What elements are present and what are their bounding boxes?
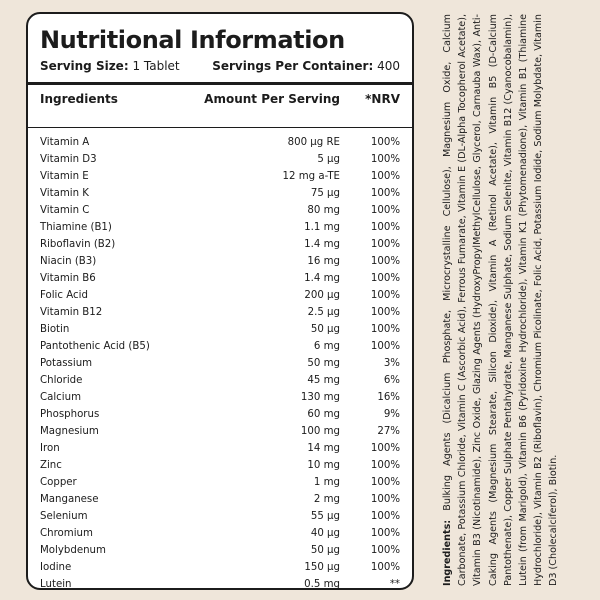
table-row	[28, 389, 412, 406]
table-row	[28, 185, 412, 202]
nutrient-name: Vitamin K	[40, 188, 89, 199]
nutrient-name: Thiamine (B1)	[40, 222, 112, 233]
nutrient-name: Vitamin A	[40, 137, 90, 148]
nutrient-nrv: 100%	[370, 239, 400, 250]
nutrient-amount: 1 mg	[313, 477, 340, 488]
serving-info	[40, 59, 400, 73]
nutrient-name: Vitamin B6	[40, 273, 96, 284]
nutrient-amount: 50 mg	[307, 358, 340, 369]
nutrient-nrv: 100%	[370, 171, 400, 182]
table-row	[28, 576, 412, 590]
nutrient-name: Folic Acid	[40, 290, 88, 301]
table-row	[28, 219, 412, 236]
table-row	[28, 134, 412, 151]
nutrient-amount: 800 µg RE	[287, 137, 340, 148]
nutrient-nrv: 9%	[383, 409, 400, 420]
nutrient-name: Magnesium	[40, 426, 99, 437]
nutrient-name: Pantothenic Acid (B5)	[40, 341, 150, 352]
nutrient-name: Vitamin E	[40, 171, 89, 182]
nutrient-name: Manganese	[40, 494, 99, 505]
nutrient-amount: 80 mg	[307, 205, 340, 216]
nutrient-amount: 45 mg	[307, 375, 340, 386]
table-row	[28, 508, 412, 525]
nutrient-amount: 1.4 mg	[304, 239, 340, 250]
nutrient-amount: 200 µg	[304, 290, 340, 301]
header-nrv: *NRV	[365, 92, 400, 106]
nutrient-amount: 6 mg	[313, 341, 340, 352]
table-row	[28, 304, 412, 321]
table-row	[28, 151, 412, 168]
nutrient-name: Vitamin D3	[40, 154, 97, 165]
table-row	[28, 525, 412, 542]
nutrient-amount: 50 µg	[310, 545, 340, 556]
table-row	[28, 372, 412, 389]
nutrient-amount: 150 µg	[304, 562, 340, 573]
nutrient-name: Phosphorus	[40, 409, 100, 420]
thick-divider	[28, 82, 412, 85]
ingredients-list	[440, 14, 590, 586]
nutrient-nrv: 100%	[370, 545, 400, 556]
table-row	[28, 321, 412, 338]
nutrient-nrv: 100%	[370, 511, 400, 522]
table-row	[28, 355, 412, 372]
nutrient-name: Riboflavin (B2)	[40, 239, 116, 250]
nutrient-name: Potassium	[40, 358, 93, 369]
nutrient-name: Lutein	[40, 579, 72, 590]
nutrient-nrv: 100%	[370, 256, 400, 267]
nutrient-amount: 75 µg	[310, 188, 340, 199]
nutrient-nrv: 3%	[383, 358, 400, 369]
table-row	[28, 542, 412, 559]
nutrient-name: Biotin	[40, 324, 70, 335]
table-row	[28, 457, 412, 474]
nutrient-amount: 100 mg	[300, 426, 340, 437]
nutrient-nrv: 100%	[370, 341, 400, 352]
nutrient-name: Niacin (B3)	[40, 256, 97, 267]
nutrient-amount: 5 µg	[317, 154, 340, 165]
nutrient-name: Molybdenum	[40, 545, 106, 556]
nutrient-nrv: 100%	[370, 562, 400, 573]
nutrient-nrv: 27%	[377, 426, 400, 437]
nutrient-nrv: 100%	[370, 324, 400, 335]
nutrient-amount: 130 mg	[300, 392, 340, 403]
nutrient-amount: 2 mg	[313, 494, 340, 505]
servings-value: 400	[377, 59, 400, 73]
table-row	[28, 270, 412, 287]
nutrient-amount: 1.1 mg	[304, 222, 340, 233]
table-row	[28, 474, 412, 491]
table-row	[28, 491, 412, 508]
nutrient-name: Iron	[40, 443, 60, 454]
nutrient-name: Chloride	[40, 375, 83, 386]
nutrient-amount: 50 µg	[310, 324, 340, 335]
nutrient-name: Copper	[40, 477, 77, 488]
nutrient-nrv: 100%	[370, 154, 400, 165]
table-row	[28, 559, 412, 576]
nutrient-nrv: 100%	[370, 137, 400, 148]
nutrient-nrv: 100%	[370, 460, 400, 471]
nutrient-nrv: 100%	[370, 273, 400, 284]
nutrient-amount: 2.5 µg	[307, 307, 340, 318]
nutrient-nrv: 100%	[370, 290, 400, 301]
nutrient-amount: 40 µg	[310, 528, 340, 539]
header-ingredients: Ingredients	[40, 92, 118, 106]
panel-title: Nutritional Information	[40, 26, 345, 54]
table-row	[28, 406, 412, 423]
nutrient-amount: 10 mg	[307, 460, 340, 471]
nutrient-amount: 14 mg	[307, 443, 340, 454]
nutrient-amount: 0.5 mg	[304, 579, 340, 590]
nutrient-nrv: 100%	[370, 494, 400, 505]
ingredients-text: Bulking Agents (Dicalcium Phosphate, Microcrystalline Cellulose), Magnesium Oxide, Calcium Carbonate, Potassium Chloride, Vitamin C (Ascorbic Acid), Ferrous Fumarate, Vitamin E (DL-Alpha Tocopherol Acetate), Vitamin B3 (Nicotinamide), Zinc Oxide, Glazing Agents (HydroxyPropylMethylCellulose, Glycerol, Carnauba Wax), Anti-Caking Agents (Magnesium Stearate, Silicon Dioxide), Vitamin A (Retinol Acetate), Vitamin B5 (D-Calcium Pantothenate), Copper Sulphate Pentahydrate, Manganese Sulphate, Sodium Selenite, Vitamin B12 (Cyanocobalamin), Lutein (from Marigold), Vitamin B6 (Pyridoxine Hydrochloride), Vitamin K1 (Phytomenadione), Vitamin B1 (Thiamine Hydrochloride), Vitamin B2 (Riboflavin), Chromium Picolinate, Folic Acid, Potassium Iodide, Sodium Molybdate, Vitamin D3 (Cholecalciferol), Biotin.	[442, 14, 560, 586]
servings-per-container	[212, 59, 400, 73]
nutrient-amount: 16 mg	[307, 256, 340, 267]
nutrient-name: Vitamin C	[40, 205, 90, 216]
table-row	[28, 440, 412, 457]
nutrient-amount: 55 µg	[310, 511, 340, 522]
ingredients-label: Ingredients:	[442, 519, 453, 586]
nutrient-name: Selenium	[40, 511, 88, 522]
nutrient-nrv: 100%	[370, 477, 400, 488]
nutrient-name: Zinc	[40, 460, 62, 471]
nutrient-name: Vitamin B12	[40, 307, 103, 318]
nutrient-name: Iodine	[40, 562, 72, 573]
table-row	[28, 338, 412, 355]
nutrient-nrv: **	[389, 579, 400, 590]
nutrient-nrv: 100%	[370, 528, 400, 539]
nutrient-nrv: 100%	[370, 205, 400, 216]
nutrient-name: Calcium	[40, 392, 81, 403]
thin-divider	[28, 127, 412, 128]
nutrient-amount: 12 mg a-TE	[282, 171, 340, 182]
servings-label: Servings Per Container:	[212, 59, 374, 73]
nutrient-nrv: 6%	[383, 375, 400, 386]
nutrient-nrv: 100%	[370, 307, 400, 318]
table-row	[28, 202, 412, 219]
table-row	[28, 287, 412, 304]
header-amount: Amount Per Serving	[204, 92, 340, 106]
serving-size-value: 1 Tablet	[132, 59, 180, 73]
nutrient-amount: 1.4 mg	[304, 273, 340, 284]
table-row	[28, 168, 412, 185]
nutrition-panel	[26, 12, 414, 590]
serving-size-label: Serving Size:	[40, 59, 129, 73]
nutrient-nrv: 100%	[370, 222, 400, 233]
nutrient-nrv: 100%	[370, 188, 400, 199]
nutrient-nrv: 16%	[377, 392, 400, 403]
nutrient-nrv: 100%	[370, 443, 400, 454]
table-row	[28, 423, 412, 440]
nutrient-name: Chromium	[40, 528, 93, 539]
table-row	[28, 253, 412, 270]
nutrient-amount: 60 mg	[307, 409, 340, 420]
table-row	[28, 236, 412, 253]
nutrient-table	[28, 134, 412, 590]
